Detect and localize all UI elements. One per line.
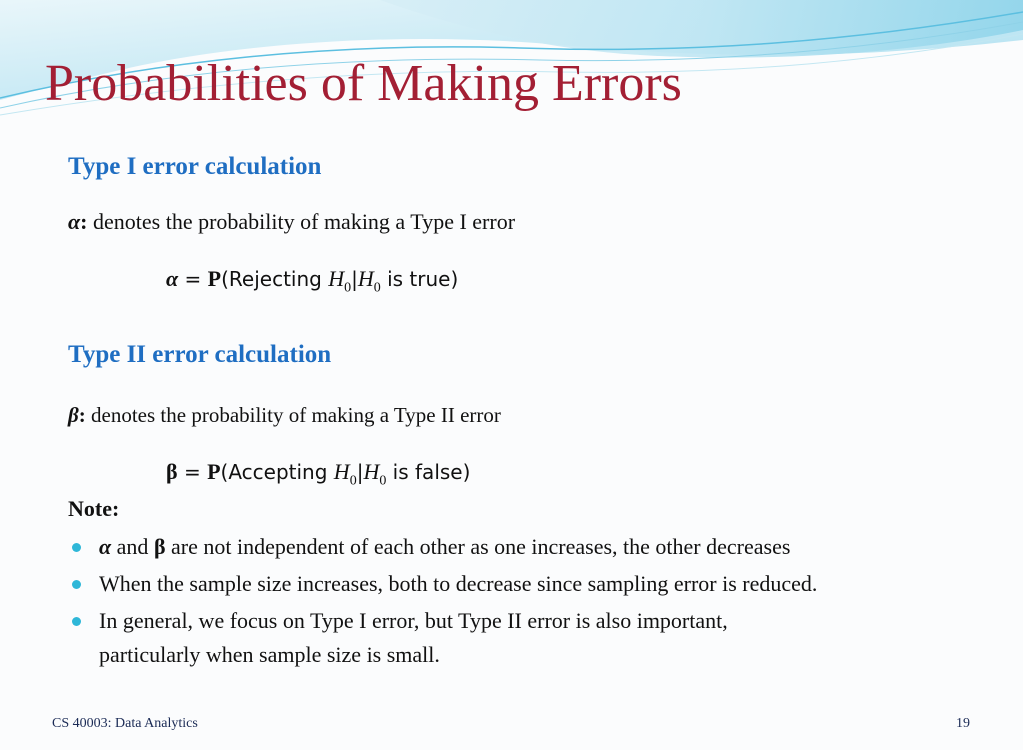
formula-bar-2: | <box>356 460 364 484</box>
bullet-3-line-2: particularly when sample size is small. <box>99 642 440 667</box>
note-bullet-list <box>68 530 817 672</box>
formula-h0: H <box>328 266 345 291</box>
formula-is-true: is true) <box>380 267 459 291</box>
type1-description: denotes the probability of making a Type I error <box>87 209 516 234</box>
formula-alpha: α <box>166 266 179 291</box>
type2-colon: : <box>78 403 86 427</box>
formula-is-false: is false) <box>386 460 471 484</box>
formula-h0-given-sub: 0 <box>373 280 381 296</box>
formula-h0-2: H <box>333 459 350 484</box>
formula-h0-given: H <box>357 266 374 291</box>
type1-definition <box>68 209 515 235</box>
formula-beta: β <box>166 459 178 484</box>
bullet-2-text: When the sample size increases, both to decrease since sampling error is reduced. <box>99 571 818 596</box>
type2-description: denotes the probability of making a Type II error <box>85 403 501 427</box>
bullet-dot-icon <box>72 580 81 589</box>
formula-bar: | <box>351 267 358 291</box>
formula-h0-sub-2: 0 <box>349 473 357 489</box>
type1-formula <box>166 266 458 296</box>
formula-accepting: (Accepting <box>220 460 334 484</box>
formula-prob-operator: P <box>207 266 222 291</box>
type2-definition <box>68 403 501 428</box>
note-bullet-1 <box>68 530 817 564</box>
bullet-beta: β <box>153 534 166 559</box>
bullet-1-text: are not independent of each other as one increases, the other decreases <box>165 534 791 559</box>
formula-h0-given-sub-2: 0 <box>379 473 387 489</box>
note-bullet-2 <box>68 567 817 601</box>
bullet-dot-icon <box>72 617 81 626</box>
formula-h0-sub: 0 <box>344 280 352 296</box>
footer-course: CS 40003: Data Analytics <box>52 716 198 731</box>
slide-title: Probabilities of Making Errors <box>45 55 682 112</box>
formula-h0-given-2: H <box>363 459 380 484</box>
bullet-and: and <box>111 534 154 559</box>
formula-equals: = <box>178 267 208 291</box>
alpha-symbol: α <box>68 209 81 234</box>
type2-formula <box>166 459 470 489</box>
type1-heading: Type I error calculation <box>68 153 322 180</box>
footer-page-number: 19 <box>956 716 970 731</box>
bullet-alpha: α <box>99 534 112 559</box>
bullet-dot-icon <box>72 543 81 552</box>
type2-heading: Type II error calculation <box>68 341 332 368</box>
note-label: Note: <box>68 496 120 521</box>
bullet-3-line-1: In general, we focus on Type I error, but Type II error is also important, <box>99 608 728 633</box>
formula-prob-operator-2: P <box>207 459 221 484</box>
formula-rejecting: (Rejecting <box>221 267 329 291</box>
beta-symbol: β <box>68 403 79 427</box>
formula-equals-2: = <box>177 460 208 484</box>
type1-colon: : <box>80 209 88 234</box>
note-bullet-3 <box>68 604 817 672</box>
